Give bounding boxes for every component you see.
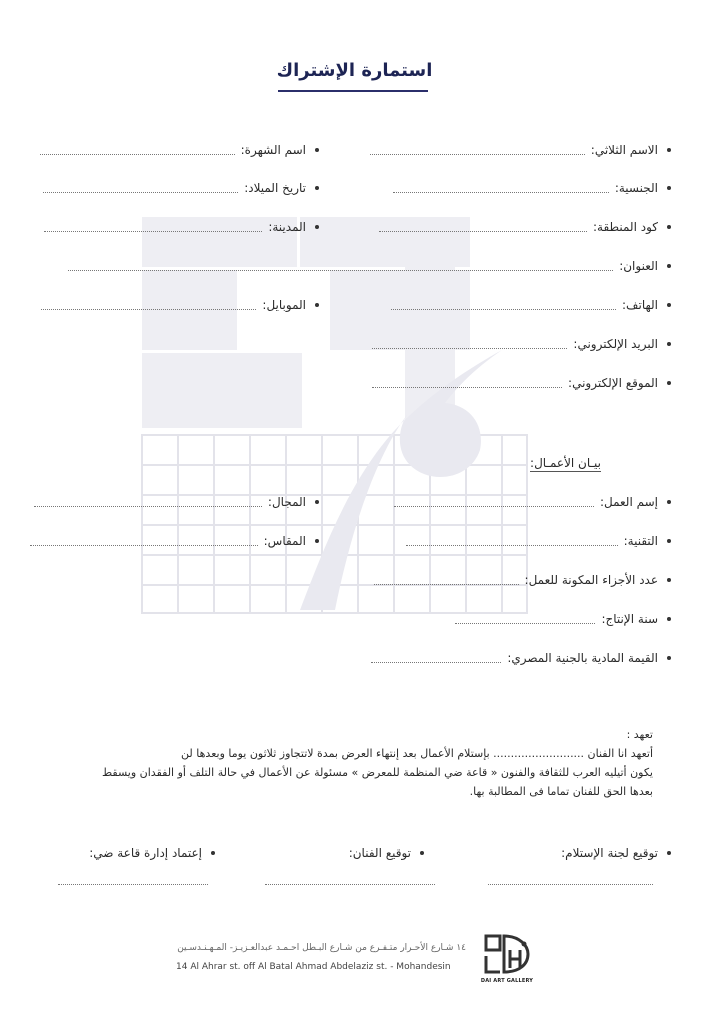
footer-address-ar: ١٤ شـارع الأحـرار متـفـرع من شـارع البـطل احـمـد عبدالعـزيـز- المـهـنـدسـين [177, 943, 466, 953]
domain-label: المجال: [267, 495, 306, 509]
bullet-icon [315, 539, 319, 543]
parts-count-input-line[interactable] [374, 584, 519, 585]
mobile-field[interactable] [41, 298, 319, 312]
pledge-block [53, 725, 653, 801]
address-field[interactable] [68, 259, 671, 273]
bullet-icon [667, 264, 671, 268]
mobile-input-line[interactable] [41, 309, 256, 310]
bullet-icon [667, 617, 671, 621]
full-name-label: الاسم الثلاثي: [590, 143, 658, 157]
works-section-title: بيـان الأعمـال: [530, 456, 601, 470]
title-underline [278, 90, 428, 92]
value-label: القيمة المادية بالجنية المصري: [507, 651, 658, 665]
fame-name-field[interactable] [40, 143, 319, 157]
technique-input-line[interactable] [406, 545, 618, 546]
bullet-icon [667, 500, 671, 504]
bullet-icon [667, 342, 671, 346]
bullet-icon [420, 851, 424, 855]
logo-caption: DAI ART GALLERY [480, 978, 534, 984]
form-title: استمارة الإشتراك [276, 60, 433, 81]
fame-name-label: اسم الشهرة: [240, 143, 306, 157]
phone-field[interactable] [391, 298, 671, 312]
value-input-line[interactable] [371, 662, 501, 663]
bullet-icon [211, 851, 215, 855]
bullet-icon [315, 500, 319, 504]
work-name-label: إسم العمل: [599, 495, 658, 509]
email-input-line[interactable] [372, 348, 567, 349]
city-input-line[interactable] [44, 231, 262, 232]
pledge-line-3: بعدها الحق للفنان تماما فى المطالبة بها. [469, 785, 653, 798]
artist-signature-line[interactable] [265, 884, 435, 885]
area-code-label: كود المنطقة: [592, 220, 658, 234]
birth-date-field[interactable] [43, 181, 319, 195]
parts-count-label: عدد الأجزاء المكونة للعمل: [524, 573, 658, 587]
nationality-field[interactable] [393, 181, 671, 195]
bullet-icon [315, 225, 319, 229]
pledge-line-2: يكون أتيليه العرب للثقافة والفنون « قاعة ضي المنظمة للمعرض » مسئولة عن الأعمال في حالة التلف أو الفقدان ويسقط [101, 766, 653, 779]
website-field[interactable] [372, 376, 671, 390]
production-year-label: سنة الإنتاج: [601, 612, 658, 626]
management-signature-line[interactable] [58, 884, 208, 885]
phone-label: الهاتف: [622, 298, 658, 312]
footer-address-en: 14 Al Ahrar st. off Al Batal Ahmad Abdelaziz st. - Mohandesin [176, 962, 451, 972]
work-name-input-line[interactable] [394, 506, 594, 507]
full-name-field[interactable] [370, 143, 671, 157]
committee-signature [561, 846, 671, 860]
committee-signature-line[interactable] [488, 884, 653, 885]
dimensions-input-line[interactable] [30, 545, 258, 546]
bullet-icon [667, 381, 671, 385]
bullet-icon [667, 303, 671, 307]
nationality-label: الجنسية: [614, 181, 658, 195]
pledge-line-1: أتعهد انا الفنان .......................... بإستلام الأعمال بعد إنتهاء العرض بمدة لاتتجاوز ثلاثون يوما وبعدها لن [181, 747, 653, 760]
value-field[interactable] [371, 651, 671, 665]
birth-date-label: تاريخ الميلاد: [244, 181, 306, 195]
domain-field[interactable] [34, 495, 319, 509]
website-label: الموقع الإلكتروني: [568, 376, 658, 390]
mobile-label: الموبايل: [262, 298, 306, 312]
city-field[interactable] [44, 220, 319, 234]
management-signature-label: إعتماد إدارة قاعة ضي: [89, 846, 202, 860]
bullet-icon [667, 539, 671, 543]
committee-signature-label: توقيع لجنة الإستلام: [561, 846, 658, 860]
website-input-line[interactable] [372, 387, 562, 388]
production-year-field[interactable] [455, 612, 671, 626]
management-signature [89, 846, 215, 860]
bullet-icon [315, 303, 319, 307]
production-year-input-line[interactable] [455, 623, 595, 624]
dimensions-label: المقاس: [263, 534, 306, 548]
email-label: البريد الإلكتروني: [573, 337, 658, 351]
artist-signature-label: توقيع الفنان: [348, 846, 411, 860]
nationality-input-line[interactable] [393, 192, 609, 193]
bullet-icon [667, 225, 671, 229]
technique-label: التقنية: [623, 534, 658, 548]
full-name-input-line[interactable] [370, 154, 585, 155]
city-label: المدينة: [268, 220, 306, 234]
bullet-icon [315, 186, 319, 190]
birth-date-input-line[interactable] [43, 192, 238, 193]
bullet-icon [667, 578, 671, 582]
address-input-line[interactable] [68, 270, 613, 271]
address-label: العنوان: [619, 259, 658, 273]
technique-field[interactable] [406, 534, 671, 548]
email-field[interactable] [372, 337, 671, 351]
pledge-heading: تعهد : [626, 728, 653, 741]
bullet-icon [315, 148, 319, 152]
bullet-icon [667, 186, 671, 190]
area-code-field[interactable] [379, 220, 671, 234]
parts-count-field[interactable] [374, 573, 671, 587]
area-code-input-line[interactable] [379, 231, 587, 232]
dimensions-field[interactable] [30, 534, 319, 548]
work-name-field[interactable] [394, 495, 671, 509]
bullet-icon [667, 148, 671, 152]
fame-name-input-line[interactable] [40, 154, 235, 155]
phone-input-line[interactable] [391, 309, 616, 310]
bullet-icon [667, 851, 671, 855]
watermark-logo-icon [140, 215, 535, 615]
artist-signature [349, 846, 424, 860]
domain-input-line[interactable] [34, 506, 262, 507]
bullet-icon [667, 656, 671, 660]
